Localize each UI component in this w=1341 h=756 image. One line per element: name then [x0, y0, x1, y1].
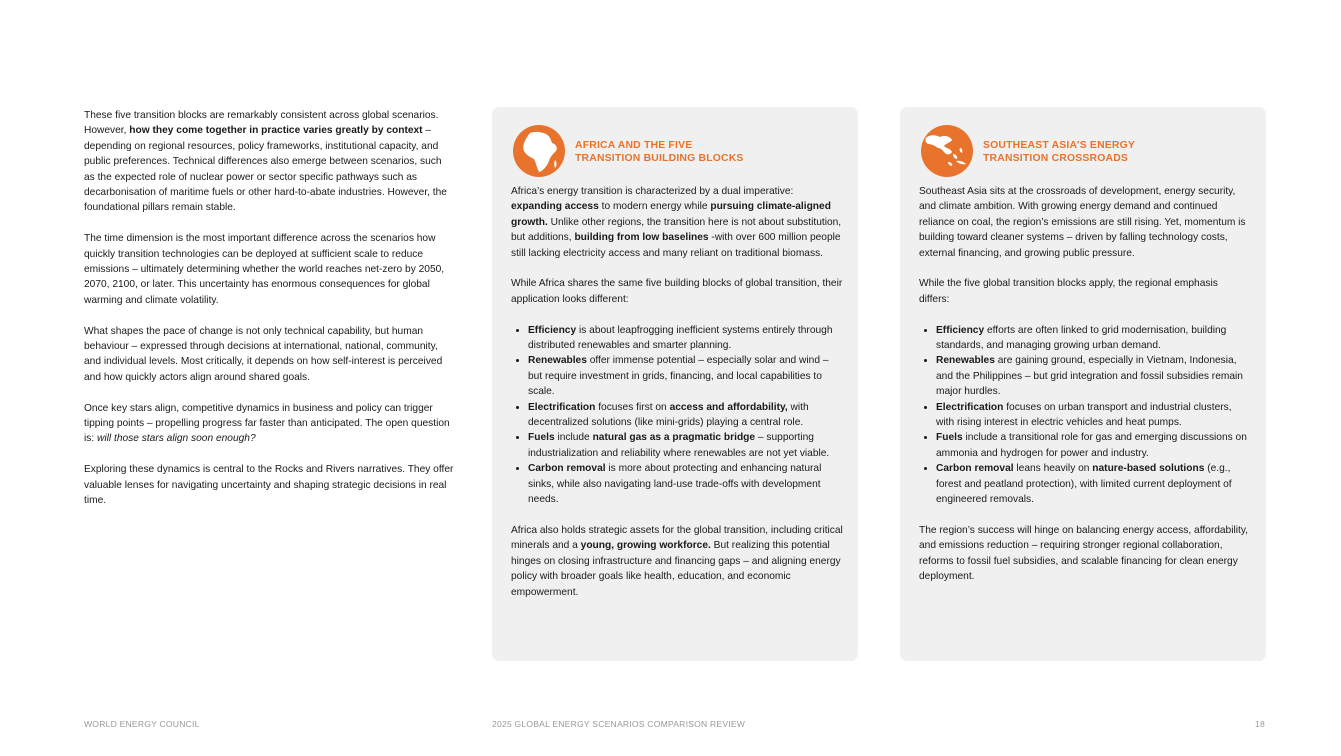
africa-card-body	[511, 184, 843, 615]
sea-bullet-electrification: • Electrification focuses on urban transport and industrial clusters, with rising interest in electric vehicles and heat pumps.	[936, 400, 1251, 431]
globe-africa-icon	[512, 124, 566, 178]
sea-bullet-carbon-removal: • Carbon removal leans heavily on nature-based solutions (e.g., forest and peatland protection), with limited current deployment of engineered removals.	[936, 461, 1251, 507]
sea-bullet-renewables: • Renewables are gaining ground, especially in Vietnam, Indonesia, and the Philippines – but grid integration and fossil subsidies remain major hurdles.	[936, 353, 1251, 399]
globe-asia-icon	[920, 124, 974, 178]
southeast-asia-card	[900, 107, 1266, 661]
sea-lead: While the five global transition blocks apply, the regional emphasis differs:	[919, 278, 1218, 305]
sea-bullet-efficiency: • Efficiency efforts are often linked to grid modernisation, building standards, and managing growing urban demand.	[936, 323, 1251, 354]
southeast-asia-card-title	[983, 140, 1135, 165]
africa-bullet-carbon-removal: • Carbon removal is more about protecting and enhancing natural sinks, while also navigating land-use trade-offs with development needs.	[528, 461, 843, 507]
africa-bullet-efficiency: • Efficiency is about leapfrogging inefficient systems entirely through distributed renewables and smarter planning.	[528, 323, 843, 354]
intro-paragraph-5: Exploring these dynamics is central to the Rocks and Rivers narratives. They offer valuable lenses for navigating uncertainty and shaping strategic decisions in real time.	[84, 464, 454, 507]
africa-title-line-2: TRANSITION BUILDING BLOCKS	[575, 152, 744, 164]
sea-bullet-list	[919, 323, 1251, 508]
intro-column	[84, 108, 454, 524]
africa-bullet-renewables: • Renewables offer immense potential – especially solar and wind – but require investment in grids, financing, and local capabilities to scale.	[528, 353, 843, 399]
footer-document-title: 2025 GLOBAL ENERGY SCENARIOS COMPARISON REVIEW	[492, 719, 746, 729]
africa-bullet-electrification: • Electrification focuses first on access and affordability, with decentralized solutions (like mini-grids) playing a central role.	[528, 400, 843, 431]
intro-paragraph-4: Once key stars align, competitive dynamics in business and policy can trigger tipping points – propelling progress far faster than anticipated. The open question is: will those stars align soon enough?	[84, 402, 450, 445]
intro-paragraph-3: What shapes the pace of change is not only technical capability, but human behaviour – expressed through decisions at international, national, community, and individual levels. Most critically, it depends on how self-interest is perceived and how quickly actors align around shared goals.	[84, 325, 443, 383]
sea-bullet-fuels: • Fuels include a transitional role for gas and emerging discussions on ammonia and hydrogen for power and industry.	[936, 430, 1251, 461]
page-number: 18	[1255, 719, 1265, 729]
africa-bullet-list	[511, 323, 843, 508]
footer-organization: WORLD ENERGY COUNCIL	[84, 719, 200, 729]
africa-closing: Africa also holds strategic assets for the global transition, including critical minerals and a young, growing workforce. But realizing this potential hinges on closing infrastructure and financing gaps – and aligning energy policy with broader goals like health, education, and economic empowerment.	[511, 524, 843, 598]
africa-bullet-fuels: • Fuels include natural gas as a pragmatic bridge – supporting industrialization and reliability where renewables are not yet viable.	[528, 430, 843, 461]
africa-card	[492, 107, 858, 661]
sea-closing: The region’s success will hinge on balancing energy access, affordability, and emissions reduction – requiring stronger regional collaboration, reforms to fossil fuel subsidies, and scalable financing for clean energy deployment.	[919, 524, 1249, 583]
intro-paragraph-1: These five transition blocks are remarkably consistent across global scenarios. However, how they come together in practice varies greatly by context – depending on regional resources, policy frameworks, institutional capacity, and public preferences. Technical differences also emerge between scenarios, such as the expected role of nuclear power or sector specific pathways such as decarbonisation of maritime fuels or other hard-to-abate industries. However, the foundational pillars remain stable.	[84, 110, 447, 214]
sea-title-line-1: SOUTHEAST ASIA’S ENERGY	[983, 140, 1136, 151]
africa-title-line-1: AFRICA AND THE FIVE	[575, 140, 693, 151]
intro-paragraph-2: The time dimension is the most important difference across the scenarios how quickly transition technologies can be deployed at sufficient scale to reduce emissions – ultimately determining whether the world reaches net-zero by 2050, 2070, 2100, or later. This uncertainty has enormous consequences for global warming and climate volatility.	[84, 233, 445, 306]
africa-intro: Africa’s energy transition is characterized by a dual imperative: expanding access to modern energy while pursuing climate-aligned growth. Unlike other regions, the transition here is not about substitution, but additions, building from low baselines -with over 600 million people still lacking electricity access and many reliant on traditional biomass.	[511, 186, 842, 259]
sea-title-line-2: TRANSITION CROSSROADS	[983, 152, 1129, 164]
africa-lead: While Africa shares the same five building blocks of global transition, their application looks different:	[511, 278, 843, 305]
africa-card-title	[575, 140, 744, 165]
sea-intro: Southeast Asia sits at the crossroads of development, energy security, and climate ambition. With growing energy demand and continued reliance on coal, the region’s emissions are still rising. Yet, momentum is building toward cleaner systems – driven by falling technology costs, external financing, and growing public pressure.	[919, 186, 1246, 259]
southeast-asia-card-body	[919, 184, 1251, 600]
